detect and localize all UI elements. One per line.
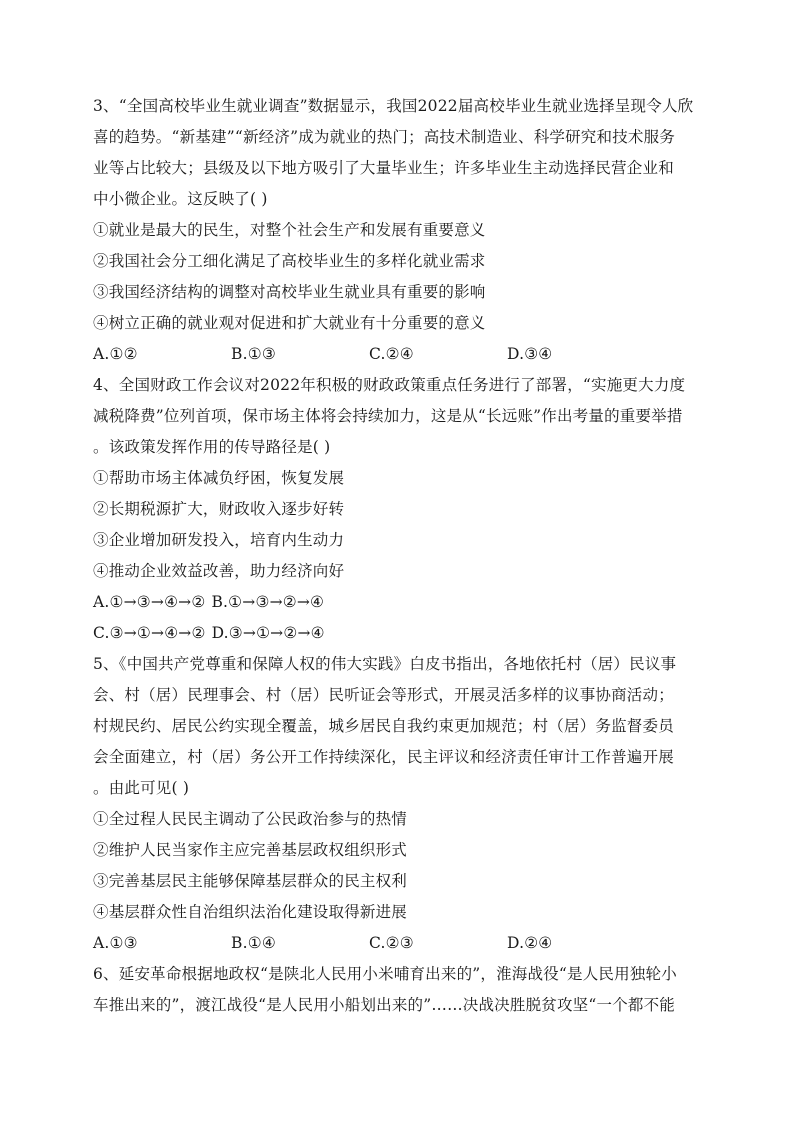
option-a[interactable]: A.①② (93, 345, 138, 363)
question-3-stem-line: 业等占比较大；县级及以下地方吸引了大量毕业生；许多毕业生主动选择民营企业和 (93, 159, 674, 177)
question-3 (93, 91, 703, 370)
question-4-stem-line: 。该政策发挥作用的传导路径是( ) (93, 438, 331, 456)
option-b[interactable]: B.①③ (231, 345, 276, 363)
question-4-item: ④推动企业效益改善，助力经济向好 (93, 562, 345, 580)
question-6-stem-line: 车推出来的”，渡江战役“是人民用小船划出来的”……决战决胜脱贫攻坚“一个都不能 (93, 996, 675, 1014)
option-c[interactable]: C.②③ (369, 934, 414, 952)
option-a[interactable]: A.①③ (93, 934, 138, 952)
question-3-stem-line: 喜的趋势。“新基建”“新经济”成为就业的热门；高技术制造业、科学研究和技术服务 (93, 128, 675, 146)
option-c[interactable]: C.②④ (369, 345, 414, 363)
question-4-item: ①帮助市场主体减负纾困，恢复发展 (93, 469, 345, 487)
question-5-item: ④基层群众性自治组织法治化建设取得新进展 (93, 903, 408, 921)
question-4-options-row-1 (93, 587, 703, 618)
option-b[interactable]: B.①④ (231, 934, 276, 952)
question-3-options (93, 339, 703, 370)
question-5-stem-line: 村规民约、居民公约实现全覆盖，城乡居民自我约束更加规范；村（居）务监督委员 (93, 717, 674, 735)
question-5-item: ①全过程人民民主调动了公民政治参与的热情 (93, 810, 408, 828)
question-3-item: ③我国经济结构的调整对高校毕业生就业具有重要的影响 (93, 283, 486, 301)
question-6 (93, 959, 703, 1021)
question-5-stem-line: 。由此可见( ) (93, 779, 190, 797)
question-5-stem-line: 会全面建立，村（居）务公开工作持续深化，民主评议和经济责任审计工作普遍开展 (93, 748, 674, 766)
option-d[interactable]: D.③④ (507, 345, 553, 363)
question-6-stem-line: 6、延安革命根据地政权“是陕北人民用小米哺育出来的”，淮海战役“是人民用独轮小 (93, 965, 677, 983)
question-4-stem-line: 4、全国财政工作会议对2022年积极的财政政策重点任务进行了部署，“实施更大力度 (93, 376, 686, 394)
question-5-stem-line: 5、《中国共产党尊重和保障人权的伟大实践》白皮书指出，各地依托村（居）民议事 (93, 655, 677, 673)
question-4-stem-line: 减税降费”位列首项，保市场主体将会持续加力，这是从“长远账”作出考量的重要举措 (93, 407, 683, 425)
option-d[interactable]: D.②④ (507, 934, 553, 952)
option-b[interactable]: B.①→③→②→④ (211, 593, 325, 611)
question-5-options (93, 928, 703, 959)
option-a[interactable]: A.①→③→④→② (93, 593, 206, 611)
exam-page (93, 91, 703, 1021)
question-3-item: ②我国社会分工细化满足了高校毕业生的多样化就业需求 (93, 252, 486, 270)
question-3-stem-line: 中小微企业。这反映了( ) (93, 190, 268, 208)
question-4-item: ②长期税源扩大，财政收入逐步好转 (93, 500, 345, 518)
question-5-item: ③完善基层民主能够保障基层群众的民主权利 (93, 872, 408, 890)
question-5-item: ②维护人民当家作主应完善基层政权组织形式 (93, 841, 408, 859)
question-3-stem-line: 3、“全国高校毕业生就业调查”数据显示，我国2022届高校毕业生就业选择呈现令人欣 (93, 97, 694, 115)
question-3-item: ①就业是最大的民生，对整个社会生产和发展有重要意义 (93, 221, 486, 239)
option-c[interactable]: C.③→①→④→② (93, 624, 206, 642)
question-3-item: ④树立正确的就业观对促进和扩大就业有十分重要的意义 (93, 314, 486, 332)
question-4-options-row-2 (93, 618, 703, 649)
question-4 (93, 370, 703, 649)
option-d[interactable]: D.③→①→②→④ (211, 624, 325, 642)
question-5 (93, 649, 703, 959)
question-4-item: ③企业增加研发投入，培育内生动力 (93, 531, 345, 549)
question-5-stem-line: 会、村（居）民理事会、村（居）民听证会等形式，开展灵活多样的议事协商活动； (93, 686, 674, 704)
